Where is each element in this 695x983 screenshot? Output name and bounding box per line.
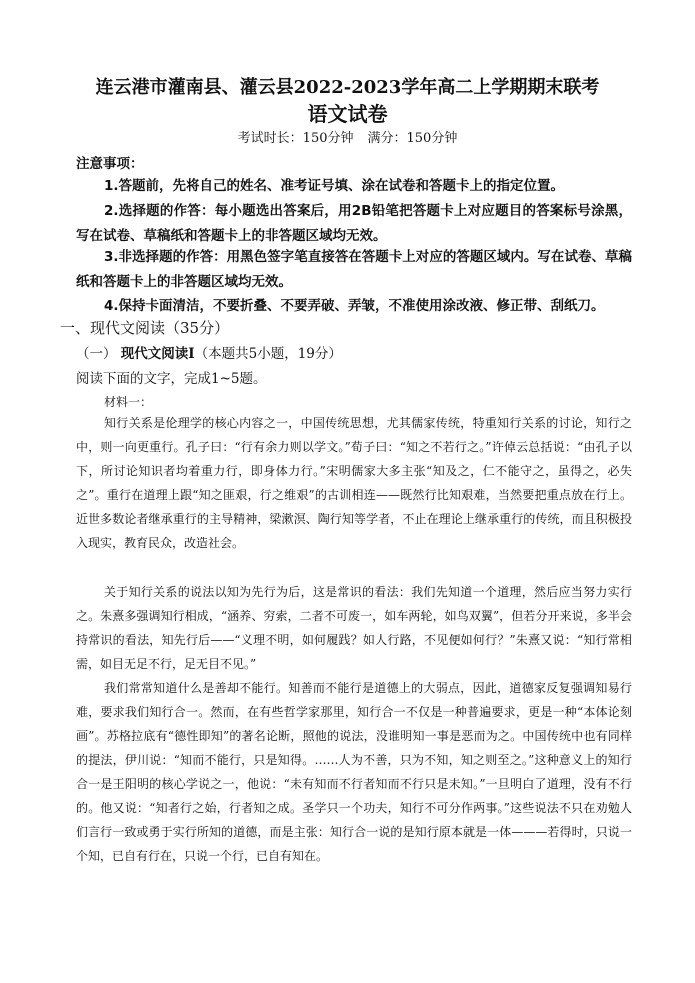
note-item: 3.非选择题的作答：用黑色签字笔直接答在答题卡上对应的答题区域内。写在试卷、草稿纸和答题卡上的非答题区域均无效。 [76,249,632,290]
subsection-name: 现代文阅读Ⅰ [120,346,195,362]
exam-title: 连云港市灌南县、灌云县2022-2023学年高二上学期期末联考 [95,77,600,98]
note-item: 2.选择题的作答：每小题选出答案后，用2B铅笔把答题卡上对应题目的答案标号涂黑，写在试卷、草稿纸和答题卡上的非答题区域均无效。 [76,203,632,244]
exam-full-score: 满分：150分钟 [367,131,458,146]
passage-paragraph: 知行关系是伦理学的核心内容之一，中国传统思想，尤其儒家传统，特重知行关系的讨论，知行之中，则一向更重行。孔子曰：“行有余力则以学文。”荀子曰：“知之不若行之。”许倬云总括说：“由孔子以下，所讨论知识者均着重力行，即身体力行。”宋明儒家大多主张“知及之，仁不能守之，虽得之，必失之”。重行在道理上跟“知之匪艰，行之维艰”的古训相连——既然行比知艰难，当然要把重点放在行上。近世多数论者继承重行的主导精神，梁漱溟、陶行知等学者，不止在理论上继承重行的传统，而且积极投入现实，教育民众，改造社会。 [76,416,632,550]
note-item: 4.保持卡面清洁，不要折叠、不要弄破、弄皱，不准使用涂改液、修正带、刮纸刀。 [104,298,605,314]
subsection-detail: （本题共5小题，19分） [194,346,342,362]
notes-title: 注意事项： [76,156,144,172]
exam-subject: 语文试卷 [307,102,388,126]
section-title: 一、现代文阅读（35分） [60,319,230,337]
passage-paragraph: 我们常常知道什么是善却不能行。知善而不能行是道德上的大弱点，因此，道德家反复强调知易行难，要求我们知行合一。然而，在有些哲学家那里，知行合一不仅是一种普遍要求，更是一种“本体论刻画”。苏格拉底有“德性即知”的著名论断，照他的说法，没谁明知一事是恶而为之。中国传统中也有同样的提法，伊川说：“知而不能行，只是知得。……人为不善，只为不知，知之则至之。”这种意义上的知行合一是王阳明的核心学说之一，他说：“未有知而不行者知而不行只是未知。”一旦明白了道理，没有不行的。他又说：“知者行之始，行者知之成。圣学只一个功夫，知行不可分作两事。”这些说法不只在劝勉人们言行一致或勇于实行所知的道德，而是主张：知行合一说的是知行原本就是一体———若得时，只说一个知，已自有行在，只说一个行，已自有知在。 [76,681,632,863]
subsection-index: （一） [76,346,117,362]
note-item: 1.答题前，先将自己的姓名、准考证号填、涂在试卷和答题卡上的指定位置。 [104,178,565,194]
material-label: 材料一： [104,395,153,409]
reading-instruction: 阅读下面的文字，完成1~5题。 [76,371,267,387]
exam-duration: 考试时长：150分钟 [237,131,354,146]
exam-meta [0,130,695,148]
passage-paragraph: 关于知行关系的说法以知为先行为后，这是常识的看法：我们先知道一个道理，然后应当努力实行之。朱熹多强调知行相成，“涵养、穷索，二者不可废一，如车两轮，如鸟双翼”，但若分开来说，多半会持常识的看法，知先行后——“义理不明，如何履践？如人行路，不见便如何行？”朱熹又说：“知行常相需，如目无足不行，足无目不见。” [76,585,632,671]
subsection-title [76,344,342,364]
